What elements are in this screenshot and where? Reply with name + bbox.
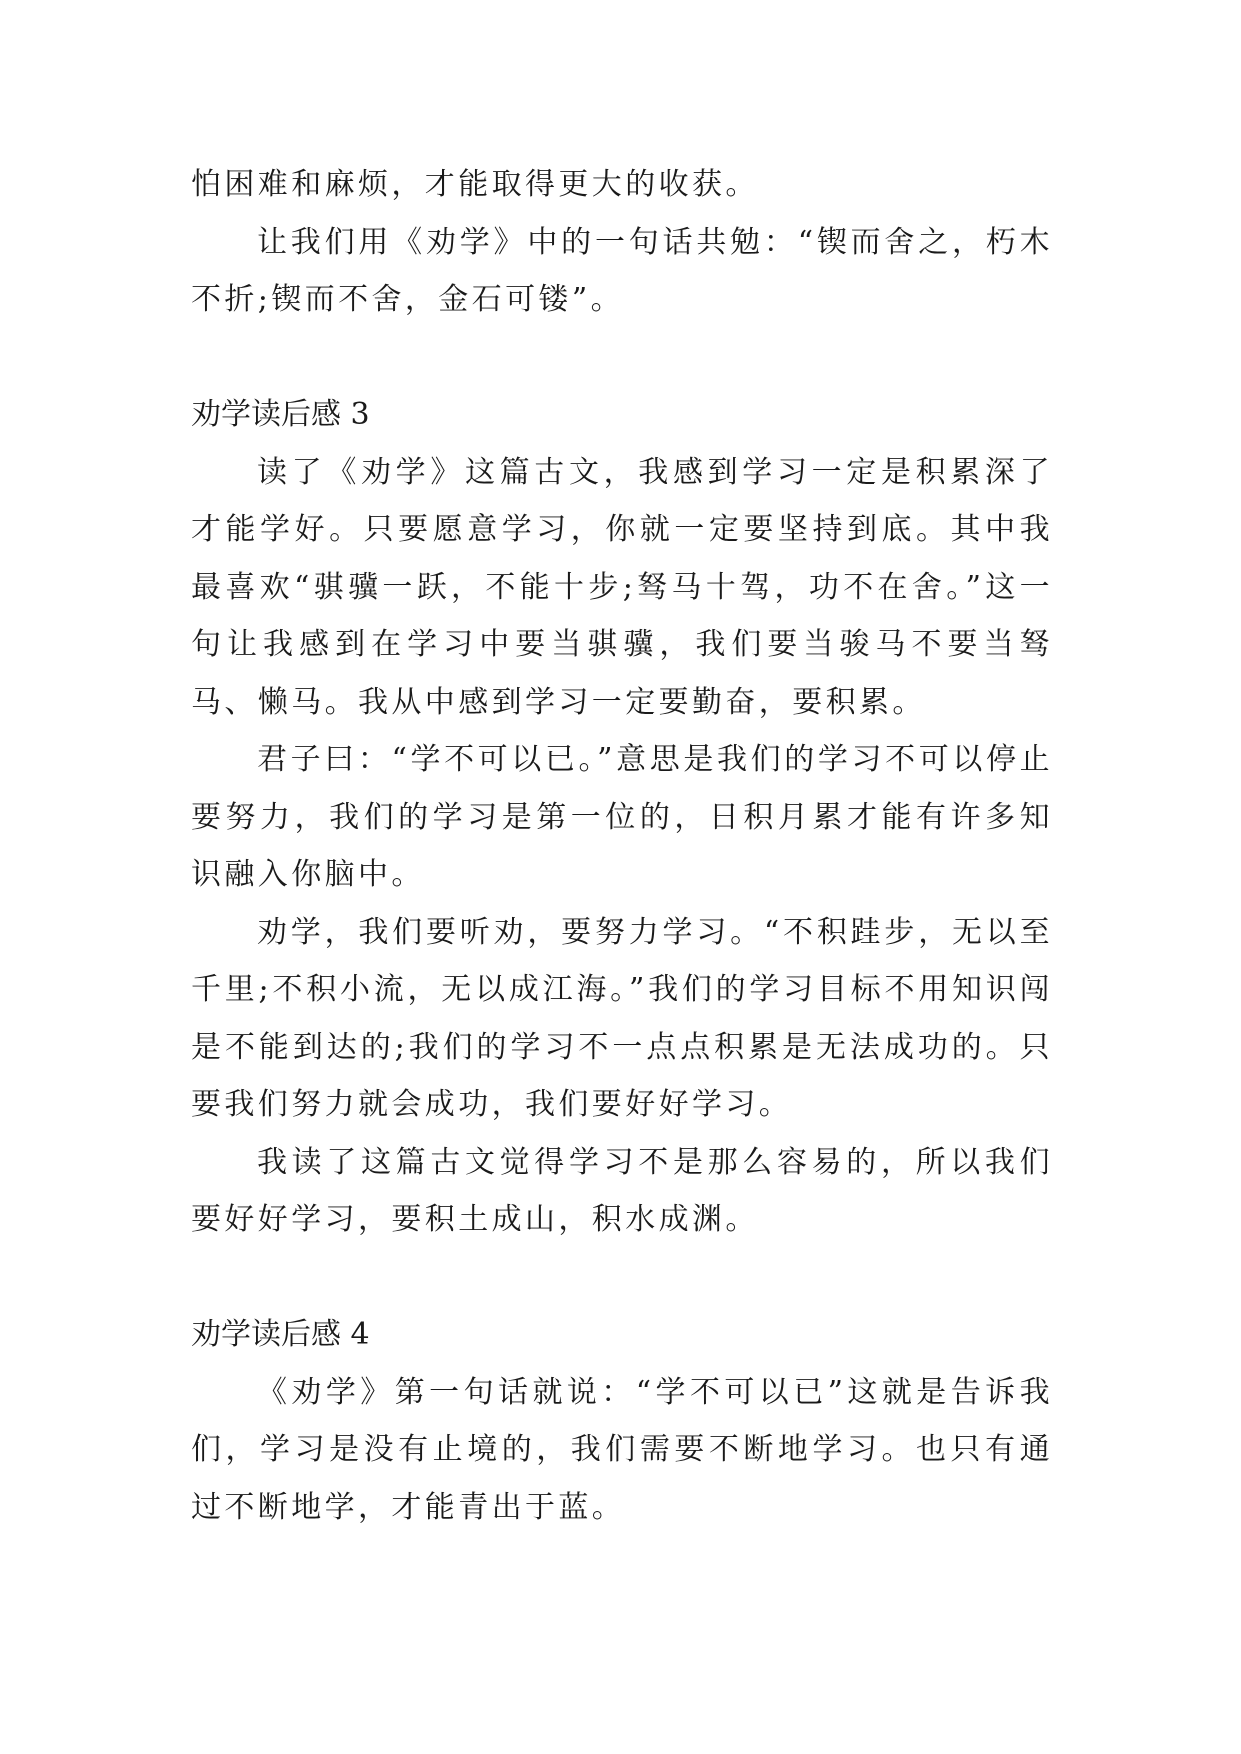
paragraph-3-4: 我读了这篇古文觉得学习不是那么容易的，所以我们要好好学习，要积土成山，积水成渊。 [191, 1144, 1053, 1237]
paragraph-4-1: 《劝学》第一句话就说：“学不可以已”这就是告诉我们，学习是没有止境的，我们需要不断地学习。也只有通过不断地学，才能青出于蓝。 [191, 1374, 1053, 1525]
section-heading-3: 劝学读后感 3 [191, 397, 370, 432]
paragraph-quote-encouragement: 让我们用《劝学》中的一句话共勉：“锲而舍之，朽木不折;锲而不舍，金石可镂”。 [191, 224, 1053, 317]
section-gap [191, 329, 1053, 387]
document-page [191, 156, 1053, 1536]
paragraph-3-2: 君子曰：“学不可以已。”意思是我们的学习不可以停止要努力，我们的学习是第一位的，日积月累才能有许多知识融入你脑中。 [191, 742, 1053, 892]
paragraph-3-1: 读了《劝学》这篇古文，我感到学习一定是积累深了才能学好。只要愿意学习，你就一定要坚持到底。其中我最喜欢“骐骥一跃，不能十步;驽马十驾，功不在舍。”这一句让我感到在学习中要当骐骥，我们要当骏马不要当驽马、懒马。我从中感到学习一定要勤奋，要积累。 [191, 454, 1053, 720]
section-gap [191, 1249, 1053, 1307]
paragraph-3-3: 劝学，我们要听劝，要努力学习。“不积跬步，无以至千里;不积小流，无以成江海。”我们的学习目标不用知识闯是不能到达的;我们的学习不一点点积累是无法成功的。只要我们努力就会成功，我们要好好学习。 [191, 914, 1053, 1122]
paragraph-continuation: 怕困难和麻烦，才能取得更大的收获。 [191, 167, 759, 202]
section-heading-4: 劝学读后感 4 [191, 1317, 370, 1352]
